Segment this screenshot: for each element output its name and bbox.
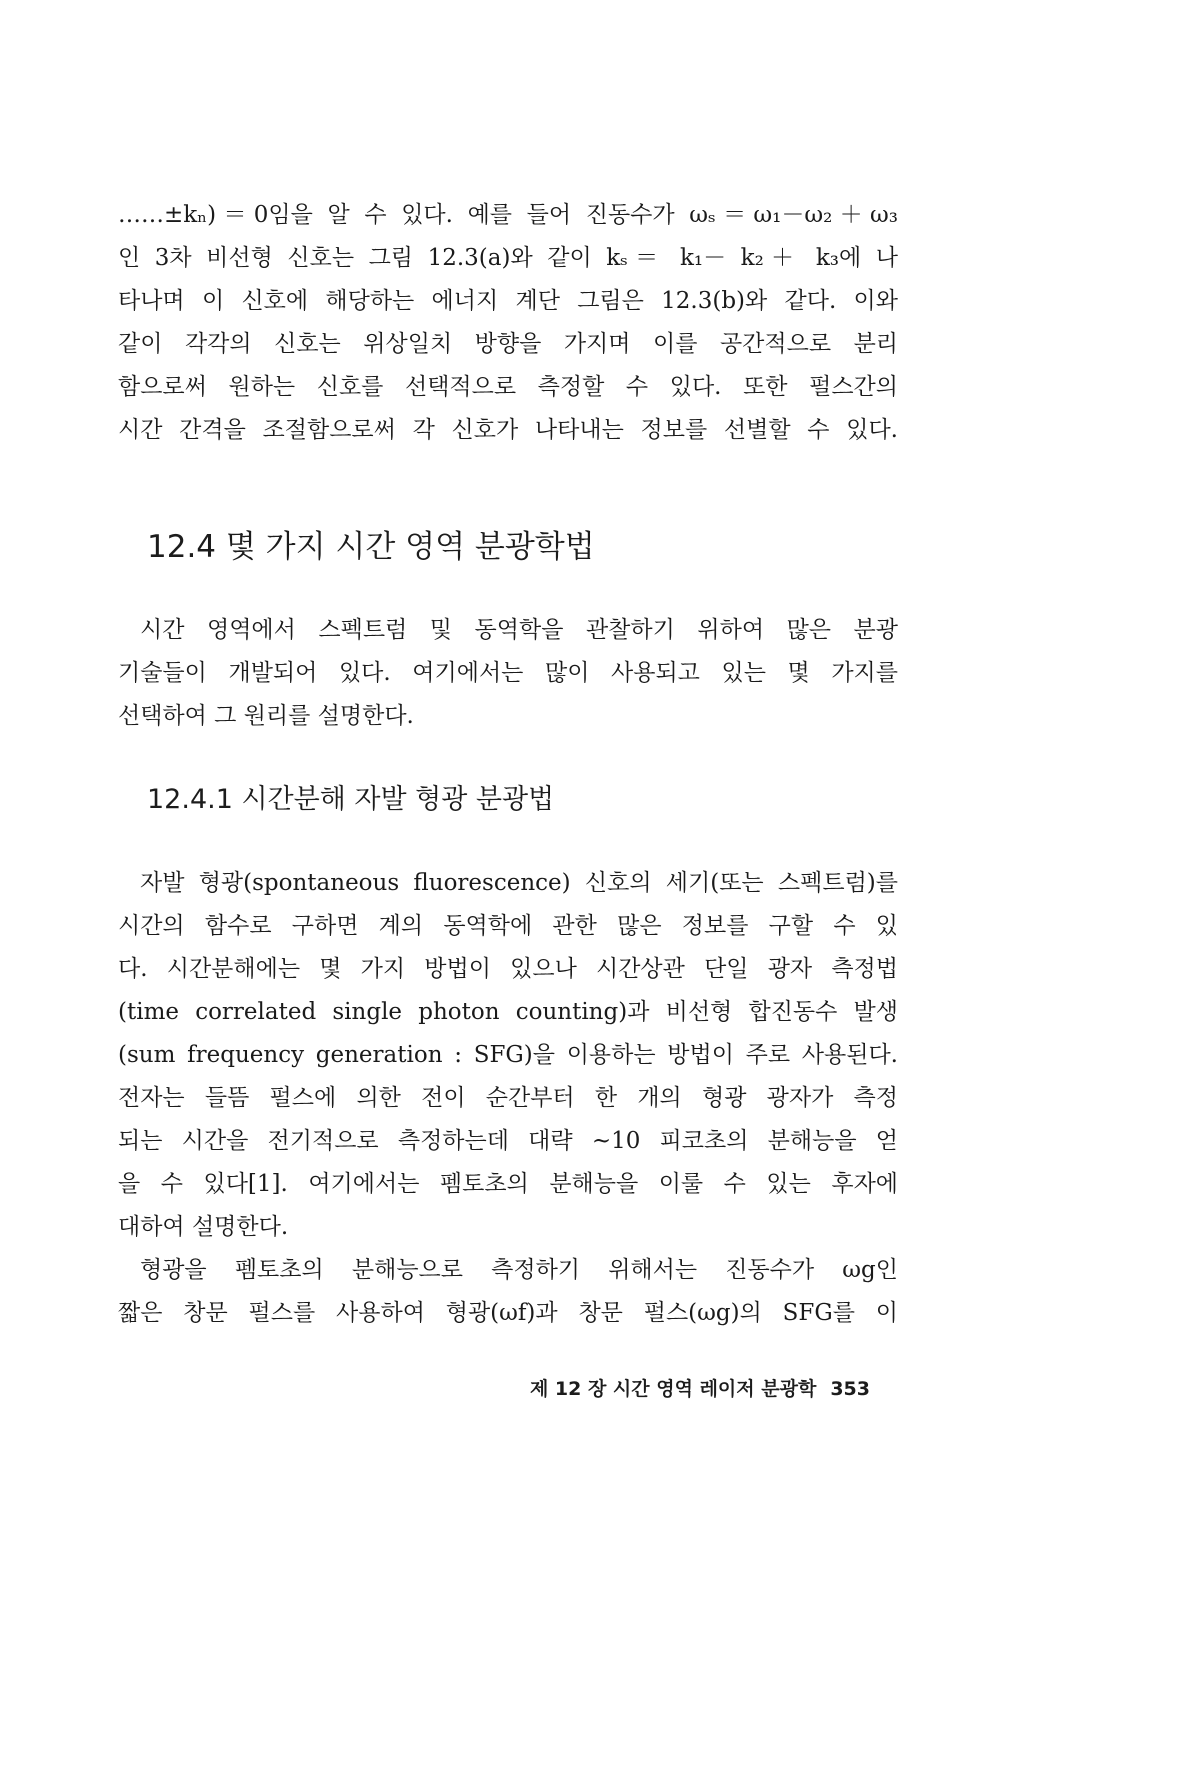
paragraph-fluorescence <box>118 862 898 1249</box>
text-line: 전자는 들뜸 펄스에 의한 전이 순간부터 한 개의 형광 광자가 측정 <box>118 1085 898 1111</box>
text-line: (time correlated single photon counting)과 비선형 합진동수 발생 <box>118 999 898 1025</box>
text-line: 자발 형광(spontaneous fluorescence) 신호의 세기(또는 스펙트럼)를 <box>140 870 898 896</box>
text-line: 같이 각각의 신호는 위상일치 방향을 가지며 이를 공간적으로 분리 <box>118 331 898 357</box>
text-line: 타나며 이 신호에 해당하는 에너지 계단 그림은 12.3(b)와 같다. 이와 <box>118 288 898 314</box>
text-line: 선택하여 그 원리를 설명한다. <box>118 703 414 729</box>
text-line: 되는 시간을 전기적으로 측정하는데 대략 ~10 피코초의 분해능을 얻 <box>118 1128 898 1154</box>
page-number: 353 <box>830 1378 870 1400</box>
text-line: 형광을 펨토초의 분해능으로 측정하기 위해서는 진동수가 ωg인 <box>140 1257 898 1283</box>
text-line: 함으로써 원하는 신호를 선택적으로 측정할 수 있다. 또한 펄스간의 <box>118 374 898 400</box>
text-line: 대하여 설명한다. <box>118 1214 289 1240</box>
running-title: 제 12 장 시간 영역 레이저 분광학 <box>529 1378 817 1400</box>
text-line: 다. 시간분해에는 몇 가지 방법이 있으나 시간상관 단일 광자 측정법 <box>118 956 898 982</box>
text-line: 짧은 창문 펄스를 사용하여 형광(ωf)과 창문 펄스(ωg)의 SFG를 이 <box>118 1300 898 1326</box>
text-line: 시간 간격을 조절함으로써 각 신호가 나타내는 정보를 선별할 수 있다. <box>118 417 898 443</box>
text-line: ……±kₙ)＝0임을 알 수 있다. 예를 들어 진동수가 ωₛ＝ω₁－ω₂＋ω₃ <box>118 202 898 228</box>
text-line: 기술들이 개발되어 있다. 여기에서는 많이 사용되고 있는 몇 가지를 <box>118 660 898 686</box>
text-line: 인 3차 비선형 신호는 그림 12.3(a)와 같이 kₛ＝ k₁－ k₂＋ k₃에 나 <box>118 245 898 271</box>
paragraph-intro <box>118 194 898 452</box>
paragraph-section-intro <box>118 609 898 738</box>
subsection-title: 12.4.1 시간분해 자발 형광 분광법 <box>147 784 555 815</box>
section-title: 12.4 몇 가지 시간 영역 분광학법 <box>147 529 595 565</box>
text-line: 시간의 함수로 구하면 계의 동역학에 관한 많은 정보를 구할 수 있 <box>118 913 898 939</box>
text-line: (sum frequency generation : SFG)을 이용하는 방법이 주로 사용된다. <box>118 1042 898 1068</box>
text-line: 시간 영역에서 스펙트럼 및 동역학을 관찰하기 위하여 많은 분광 <box>140 617 898 643</box>
paragraph-sfg <box>118 1249 898 1335</box>
text-line: 을 수 있다[1]. 여기에서는 펨토초의 분해능을 이룰 수 있는 후자에 <box>118 1171 898 1197</box>
page-footer <box>470 1374 870 1404</box>
